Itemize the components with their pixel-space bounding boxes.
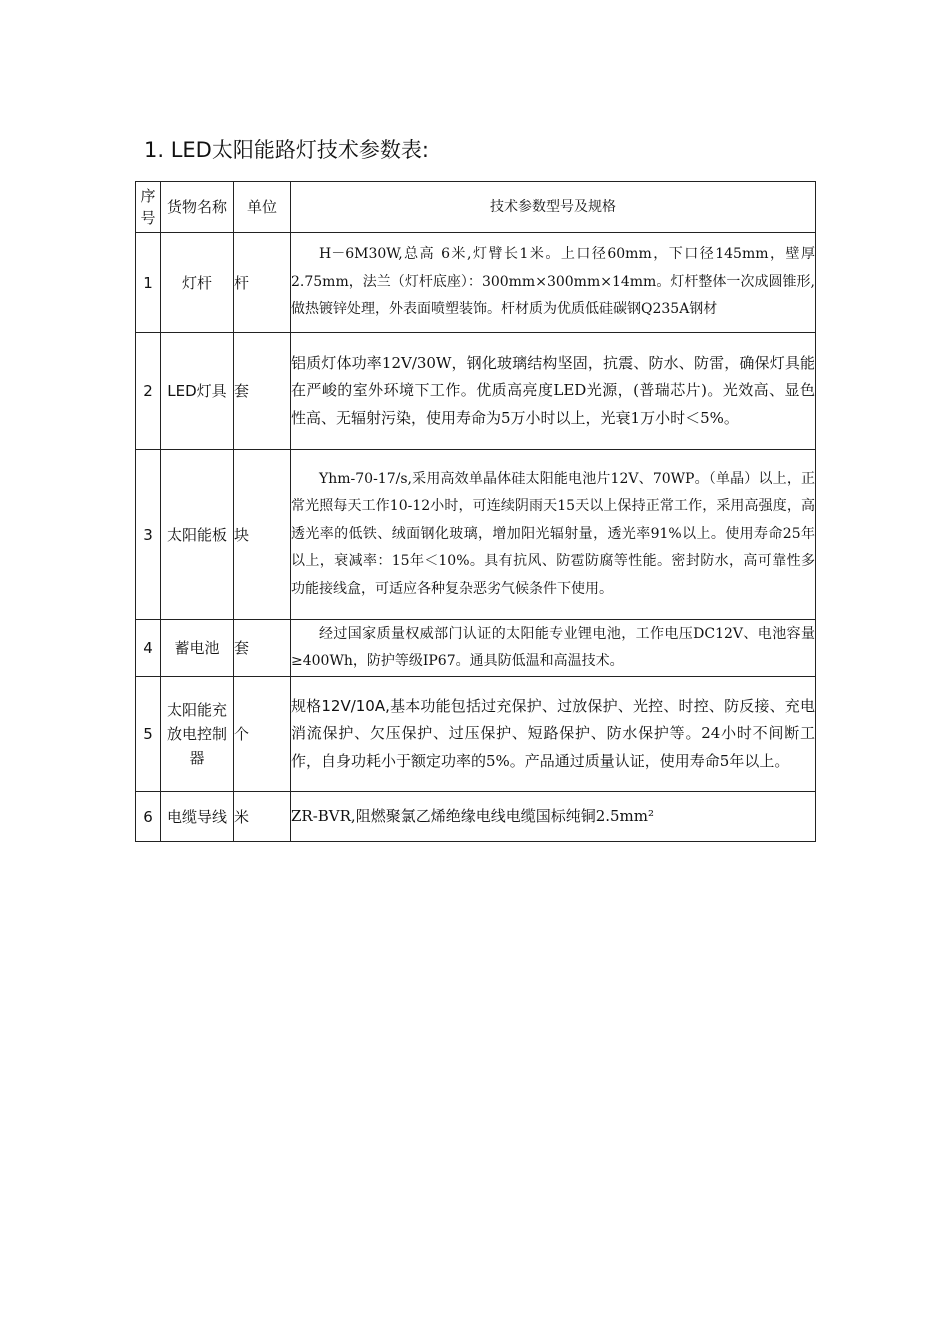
spec-body: 基本功能包括过充保护、过放保护、光控、时控、防反接、充电消流保护、欠压保护、过压保护、短路保护、防水保护等。24小时不间断工作，自身功耗小于额定功率的5%。产品通过质量认证，使用寿命5年以上。 (291, 696, 815, 770)
table-row (136, 333, 816, 450)
row-spec: 经过国家质量权威部门认证的太阳能专业锂电池，工作电压DC12V、电池容量≥400Wh，防护等级IP67。通具防低温和高温技术。 (291, 620, 816, 677)
row-spec (291, 677, 816, 792)
row-name: 太阳能充放电控制器 (161, 677, 234, 792)
row-no: 4 (136, 620, 161, 677)
row-no: 5 (136, 677, 161, 792)
row-no: 2 (136, 333, 161, 450)
row-name: 太阳能板 (161, 450, 234, 620)
table-row (136, 450, 816, 620)
row-unit: 套 (234, 333, 291, 450)
row-no: 1 (136, 233, 161, 333)
table-row (136, 792, 816, 842)
table-row (136, 620, 816, 677)
header-spec: 技术参数型号及规格 (291, 182, 816, 233)
row-name: 蓄电池 (161, 620, 234, 677)
row-no: 6 (136, 792, 161, 842)
spec-lead: 规格12V/10A, (291, 696, 390, 715)
row-spec: H－6M30W,总高 6米,灯臂长1米。上口径60mm，下口径145mm，壁厚2.75mm，法兰（灯杆底座）：300mm×300mm×14mm。灯杆整体一次成圆锥形,做热镀锌处理，外表面喷塑装饰。杆材质为优质低硅碳钢Q235A钢材 (291, 233, 816, 333)
row-spec: ZR-BVR,阻燃聚氯乙烯绝缘电线电缆国标纯铜2.5mm² (291, 792, 816, 842)
row-spec: 铝质灯体功率12V/30W，钢化玻璃结构坚固，抗震、防水、防雷，确保灯具能在严峻的室外环境下工作。优质高亮度LED光源，(普瑞芯片)。光效高、显色性高、无辐射污染，使用寿命为5万小时以上，光衰1万小时＜5%。 (291, 333, 816, 450)
header-name: 货物名称 (161, 182, 234, 233)
row-name: 电缆导线 (161, 792, 234, 842)
header-unit: 单位 (234, 182, 291, 233)
row-name: 灯杆 (161, 233, 234, 333)
row-no: 3 (136, 450, 161, 620)
table-row (136, 677, 816, 792)
table-header-row (136, 182, 816, 233)
page-title: 1. LED太阳能路灯技术参数表: (144, 138, 429, 162)
row-unit: 米 (234, 792, 291, 842)
row-unit: 杆 (234, 233, 291, 333)
row-unit: 套 (234, 620, 291, 677)
row-unit: 块 (234, 450, 291, 620)
table-row (136, 233, 816, 333)
spec-table (135, 181, 816, 842)
row-name: LED灯具 (161, 333, 234, 450)
row-spec: Yhm-70-17/s,采用高效单晶体硅太阳能电池片12V、70WP。（单晶）以上，正常光照每天工作10-12小时，可连续阴雨天15天以上保持正常工作，采用高强度，高透光率的低铁、绒面钢化玻璃，增加阳光辐射量，透光率91%以上。使用寿命25年以上，衰减率：15年＜10%。具有抗风、防雹防腐等性能。密封防水，高可靠性多功能接线盒，可适应各种复杂恶劣气候条件下使用。 (291, 450, 816, 620)
header-no: 序号 (136, 182, 161, 233)
row-unit: 个 (234, 677, 291, 792)
